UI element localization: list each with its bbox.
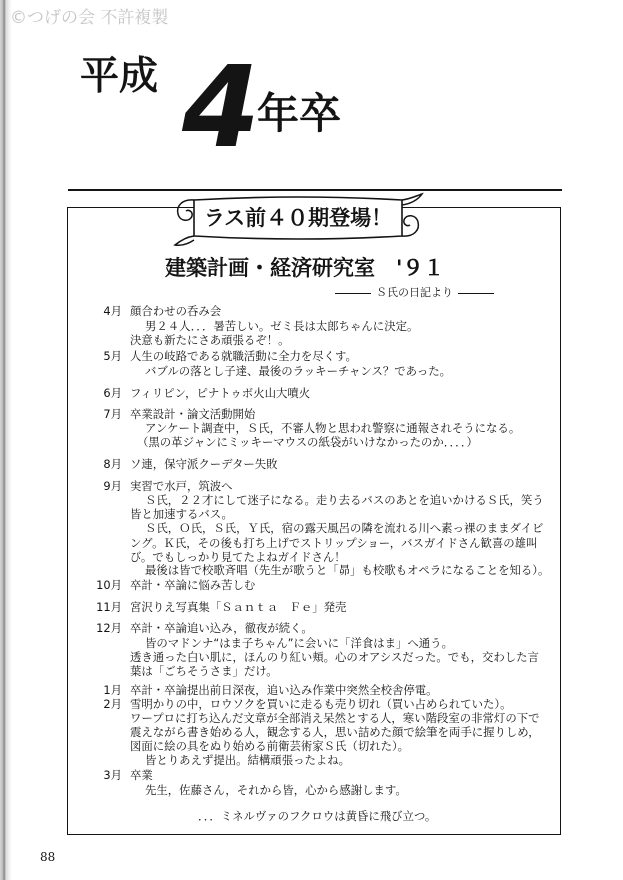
diary-line: 宮沢りえ写真集「Ｓａｎｔａ Ｆｅ」発売 — [130, 600, 347, 614]
month-label: 6月 — [103, 386, 122, 400]
diary-line: 決意も新たにさあ頑張るぞ！。 — [130, 333, 290, 347]
month-label: 3月 — [103, 768, 122, 782]
diary-line: 震えながら書き始める人，観念する人，思い詰めた顔で絵筆を両手に握りしめ， — [130, 725, 540, 739]
month-label: 10月 — [96, 578, 122, 592]
diary-line: 雪明かりの中，ロウソクを買いに走るも売り切れ（買い占められていた）。 — [130, 697, 512, 711]
diary-line: 卒業 — [130, 768, 153, 782]
month-label: 1月 — [103, 683, 122, 697]
month-label: 2月 — [103, 697, 122, 711]
diary-line: 最後は皆で校歌斉唱（先生が歌うと「昴」も校歌もオペラになることを知る）。 — [145, 563, 550, 577]
month-label: 11月 — [96, 600, 122, 614]
banner-text: ラス前４０期登場！ — [203, 206, 393, 230]
diary-line: Ｓ氏，２２才にして迷子になる。走り去るバスのあとを追いかけるＳ氏，笑う — [145, 493, 544, 507]
diary-line: 皆と加速するバス。 — [130, 507, 233, 521]
subtitle-dash-right — [458, 293, 494, 294]
diary-line: 卒業設計・論文活動開始 — [130, 407, 256, 421]
title-divider — [68, 189, 562, 191]
diary-line: 顔合わせの呑み会 — [130, 304, 222, 318]
diary-line: 図面に絵の具をぬり始める前衛芸術家Ｓ氏（切れた）。 — [130, 739, 410, 753]
title-year: 4 — [182, 43, 260, 173]
title-suffix: 年卒 — [257, 89, 342, 138]
subtitle-row — [335, 286, 494, 300]
month-label: 7月 — [103, 407, 122, 421]
diary-line: 卒計・卒論提出前日深夜，追い込み作業中突然全校舎停電。 — [130, 683, 438, 697]
month-label: 4月 — [103, 304, 122, 318]
diary-line: 卒計・卒論に悩み苦しむ — [130, 578, 256, 592]
month-label: 5月 — [103, 349, 122, 363]
diary-line: Ｓ氏，Ｏ氏，Ｓ氏，Ｙ氏，宿の露天風呂の隣を流れる川へ素っ裸のままダイビ — [145, 521, 544, 535]
diary-line: 透き通った白い肌に，ほんのり紅い頬。心のオアシスだった。でも，交わした言 — [130, 650, 539, 664]
closing-line: ．．．ミネルヴァのフクロウは黄昏に飛び立つ。 — [198, 809, 437, 823]
diary-line: アンケート調査中，Ｓ氏，不審人物と思われ警察に通報されそうになる。 — [145, 421, 521, 435]
title-era: 平成 — [80, 54, 159, 99]
month-label: 8月 — [103, 457, 122, 471]
diary-line: ング。Ｋ氏，その後も打ち上げでストリップショー，バスガイドさん歓喜の雄叫 — [130, 536, 538, 550]
diary-line: 男２４人．．．暑苦しい。ゼミ長は太郎ちゃんに決定。 — [145, 319, 419, 333]
diary-line: （黒の革ジャンにミッキーマウスの紙袋がいけなかったのか．．．．） — [137, 435, 478, 449]
diary-line: 卒計・卒論追い込み，徹夜が続く。 — [130, 621, 313, 635]
month-label: 9月 — [103, 479, 122, 493]
diary-line: 皆とりあえず提出。結構頑張ったよね。 — [145, 753, 351, 767]
diary-line: ワープロに打ち込んだ文章が全部消え呆然とする人，寒い階段室の非常灯の下で — [130, 711, 540, 725]
diary-line: フィリピン，ピナトゥボ火山大噴火 — [130, 386, 311, 400]
diary-line: 先生，佐藤さん，それから皆，心から感謝します。 — [145, 783, 407, 797]
diary-line: 人生の岐路である就職活動に全力を尽くす。 — [130, 349, 357, 363]
diary-line: バブルの落とし子達、最後のラッキーチャンス？であった。 — [145, 364, 452, 378]
month-label: 12月 — [96, 621, 122, 635]
subtitle: Ｓ氏の日記より — [376, 286, 453, 299]
diary-line: 皆のマドンナ“はま子ちゃん”に会いに「洋食はま」へ通う。 — [145, 636, 453, 650]
diary-line: び。でもしっかり見てたよねガイドさん！ — [130, 550, 346, 564]
lab-heading: 建築計画・経済研究室 '９１ — [165, 256, 445, 280]
diary-line: 葉は「ごちそうさま」だけ。 — [130, 664, 278, 678]
scan-edge-artifact — [0, 0, 12, 880]
copyright-watermark: ©つげの会 不許複製 — [10, 8, 169, 28]
diary-line: 実習で水戸，筑波へ — [130, 479, 233, 493]
subtitle-dash-left — [335, 293, 371, 294]
diary-line: ソ連，保守派クーデター失敗 — [130, 457, 278, 471]
page-number: 88 — [40, 850, 56, 864]
